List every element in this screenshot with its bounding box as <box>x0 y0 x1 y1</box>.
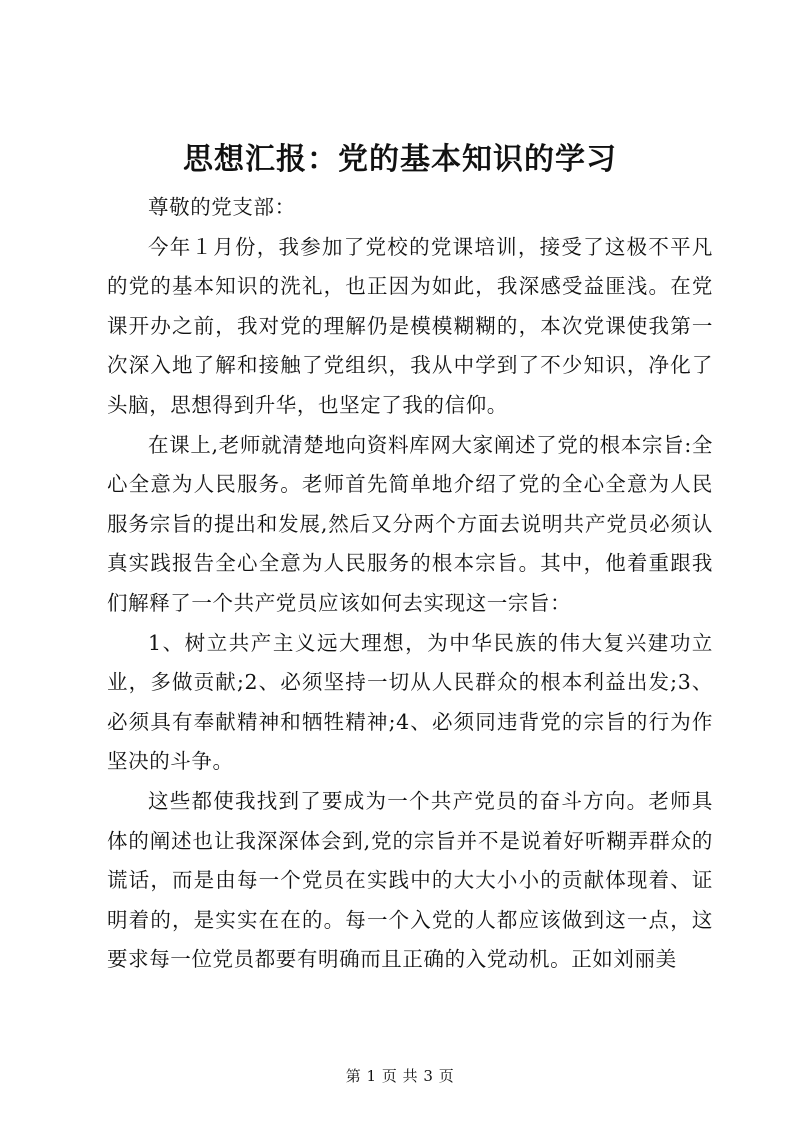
salutation: 尊敬的党支部： <box>148 195 296 219</box>
paragraph-1: 今年１月份，我参加了党校的党课培训，接受了这极不平凡的党的基本知识的洗礼，也正因为如此，我深感受益匪浅。在党课开办之前，我对党的理解仍是模模糊糊的，本次党课使我第一次深入地了解和接触了党组织，我从中学到了不少知识，净化了头脑，思想得到升华，也坚定了我的信仰。 <box>107 234 713 417</box>
document-title: 思想汇报：党的基本知识的学习 <box>183 142 617 177</box>
paragraph-2: 在课上,老师就清楚地向资料库网大家阐述了党的根本宗旨:全心全意为人民服务。老师首先简单地介绍了党的全心全意为人民服务宗旨的提出和发展,然后又分两个方面去说明共产党员必须认真实践报告全心全意为人民服务的根本宗旨。其中，他着重跟我们解释了一个共产党员应该如何去实现这一宗旨： <box>107 432 713 615</box>
paragraph-4: 这些都使我找到了要成为一个共产党员的奋斗方向。老师具体的阐述也让我深深体会到,党的宗旨并不是说着好听糊弄群众的谎话，而是由每一个党员在实践中的大大小小的贡献体现着、证明着的，是实实在在的。每一个入党的人都应该做到这一点，这要求每一位党员都要有明确而且正确的入党动机。正如刘丽美 <box>107 788 713 972</box>
page-footer: 第 1 页 共 3 页 <box>345 1067 455 1085</box>
document-body <box>107 188 713 980</box>
paragraph-3: 1、树立共产主义远大理想，为中华民族的伟大复兴建功立业，多做贡献;2、必须坚持一切从人民群众的根本利益出发;3、必须具有奉献精神和牺牲精神;4、必须同违背党的宗旨的行为作坚决的斗争。 <box>107 630 713 774</box>
